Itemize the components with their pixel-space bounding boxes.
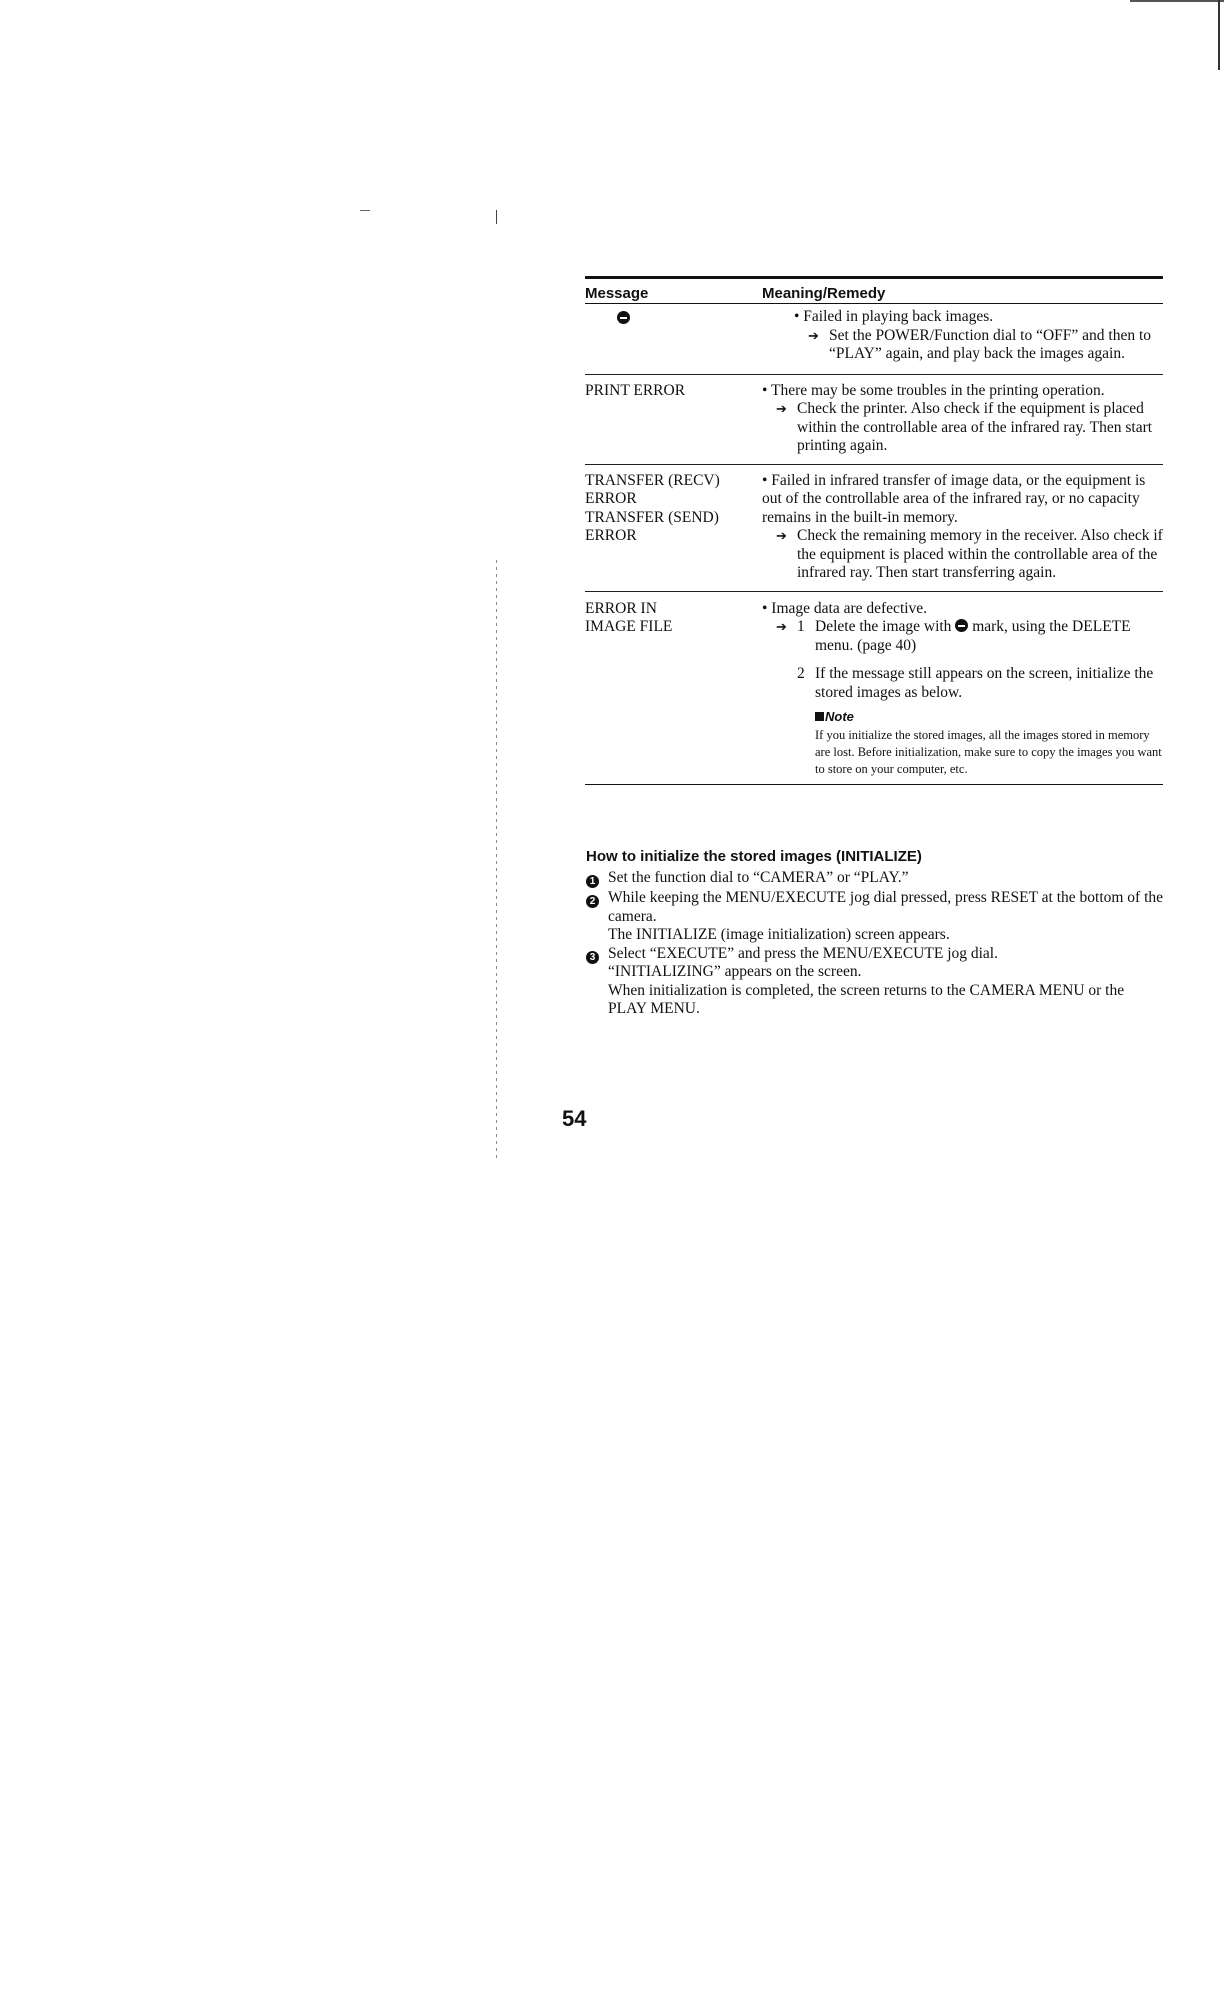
message-text: TRANSFER (SEND) (585, 508, 719, 526)
note-block (815, 708, 1163, 778)
scan-artifact-tick (496, 210, 497, 224)
message-text: ERROR (585, 527, 637, 544)
note-icon (815, 712, 824, 721)
message-text: PRINT ERROR (585, 381, 686, 399)
remedy-step-block (797, 665, 1163, 778)
step-body (608, 889, 1164, 945)
step-line: “INITIALIZING” appears on the screen. (608, 963, 862, 980)
section-title: How to initialize the stored images (INITIALIZE) (586, 848, 922, 865)
table-row (585, 592, 1163, 785)
error-circle-icon (617, 311, 630, 324)
table-row (585, 375, 1163, 465)
table-row (585, 304, 1163, 375)
note-title (815, 708, 1163, 727)
step-text: If the message still appears on the screen, initialize the stored images as below. (815, 665, 1154, 701)
remedy-cell (762, 472, 1163, 583)
step-number-badge (586, 869, 608, 890)
remedy-item (794, 327, 1163, 364)
remedy-text: Set the POWER/Function dial to “OFF” and then to “PLAY” again, and play back the images again. (829, 326, 1152, 362)
remedy-item (762, 618, 1163, 655)
remedy-cell (794, 308, 1163, 364)
remedy-item (762, 527, 1163, 583)
note-title-text: Note (825, 709, 854, 724)
remedy-item (762, 400, 1163, 456)
table-row (585, 465, 1163, 592)
step-number-badge (586, 945, 608, 1019)
arrow-icon: ➔ (776, 619, 787, 634)
meaning-text: • Failed in infrared transfer of image data, or the equipment is out of the controllable area of the infrared ray, or no capacity remains in the built-in memory. (762, 471, 1146, 526)
step-number: 1 (797, 618, 805, 635)
step-number: 2 (586, 895, 599, 908)
instruction-step (586, 945, 1164, 1019)
arrow-icon: ➔ (776, 401, 787, 416)
meaning-text: • Image data are defective. (762, 599, 928, 617)
remedy-text: Check the remaining memory in the receiver. Also check if the equipment is placed within the controllable area of the infrared ray. Then start transferring again. (797, 527, 1163, 581)
meaning-text: • There may be some troubles in the printing operation. (762, 381, 1105, 399)
meaning-item (762, 472, 1163, 528)
page-number: 54 (562, 1106, 587, 1131)
step-text-part: Delete the image with (815, 618, 952, 635)
remedy-step (797, 665, 1163, 702)
step-text-part: mark, using the DELETE menu. (page 40) (815, 618, 1131, 654)
instruction-step (586, 889, 1164, 945)
error-circle-icon (955, 619, 968, 632)
remedy-text: Check the printer. Also check if the equipment is placed within the controllable area of the infrared ray. Then start printing again. (797, 400, 1153, 454)
step-line: The INITIALIZE (image initialization) screen appears. (608, 926, 950, 943)
arrow-icon: ➔ (808, 327, 819, 343)
initialize-section (586, 848, 1164, 1019)
instruction-step (586, 869, 1164, 890)
message-cell (585, 600, 762, 778)
message-text: ERROR IN (585, 599, 657, 617)
step-body (608, 869, 1164, 890)
message-text: ERROR (585, 490, 637, 507)
step-line: When initialization is completed, the screen returns to the CAMERA MENU or the PLAY MENU. (608, 981, 1125, 1017)
step-text (815, 618, 1163, 655)
step-number: 2 (797, 665, 805, 682)
header-message: Message (585, 284, 649, 302)
arrow-icon: ➔ (776, 528, 787, 543)
message-cell (585, 382, 762, 456)
message-cell (585, 472, 762, 583)
binding-gutter-line (496, 560, 497, 1160)
scan-artifact-line (1130, 0, 1224, 2)
step-line: Select “EXECUTE” and press the MENU/EXECUTE jog dial. (608, 944, 998, 962)
step-body (608, 945, 1164, 1019)
scan-artifact-edge (1218, 0, 1220, 70)
header-remedy: Meaning/Remedy (762, 284, 886, 302)
step-number: 1 (586, 875, 599, 888)
step-number-badge (586, 889, 608, 945)
message-text: IMAGE FILE (585, 618, 673, 635)
note-text: If you initialize the stored images, all the images stored in memory are lost. Before initialization, make sure to copy the images you want to store on your computer, etc. (815, 727, 1162, 776)
scan-artifact-dash (360, 210, 370, 211)
step-number: 3 (586, 951, 599, 964)
remedy-cell (762, 382, 1163, 456)
remedy-cell (762, 600, 1163, 778)
remedy-step (797, 618, 1163, 655)
meaning-text: • Failed in playing back images. (794, 308, 994, 325)
step-line: While keeping the MENU/EXECUTE jog dial pressed, press RESET at the bottom of the camera. (608, 889, 1164, 925)
error-message-table (585, 276, 1163, 785)
message-text: TRANSFER (RECV) (585, 471, 720, 489)
table-header-row (585, 279, 1163, 304)
remedy-steps (797, 618, 1163, 655)
message-cell (585, 308, 794, 364)
step-line: Set the function dial to “CAMERA” or “PLAY.” (608, 868, 909, 886)
